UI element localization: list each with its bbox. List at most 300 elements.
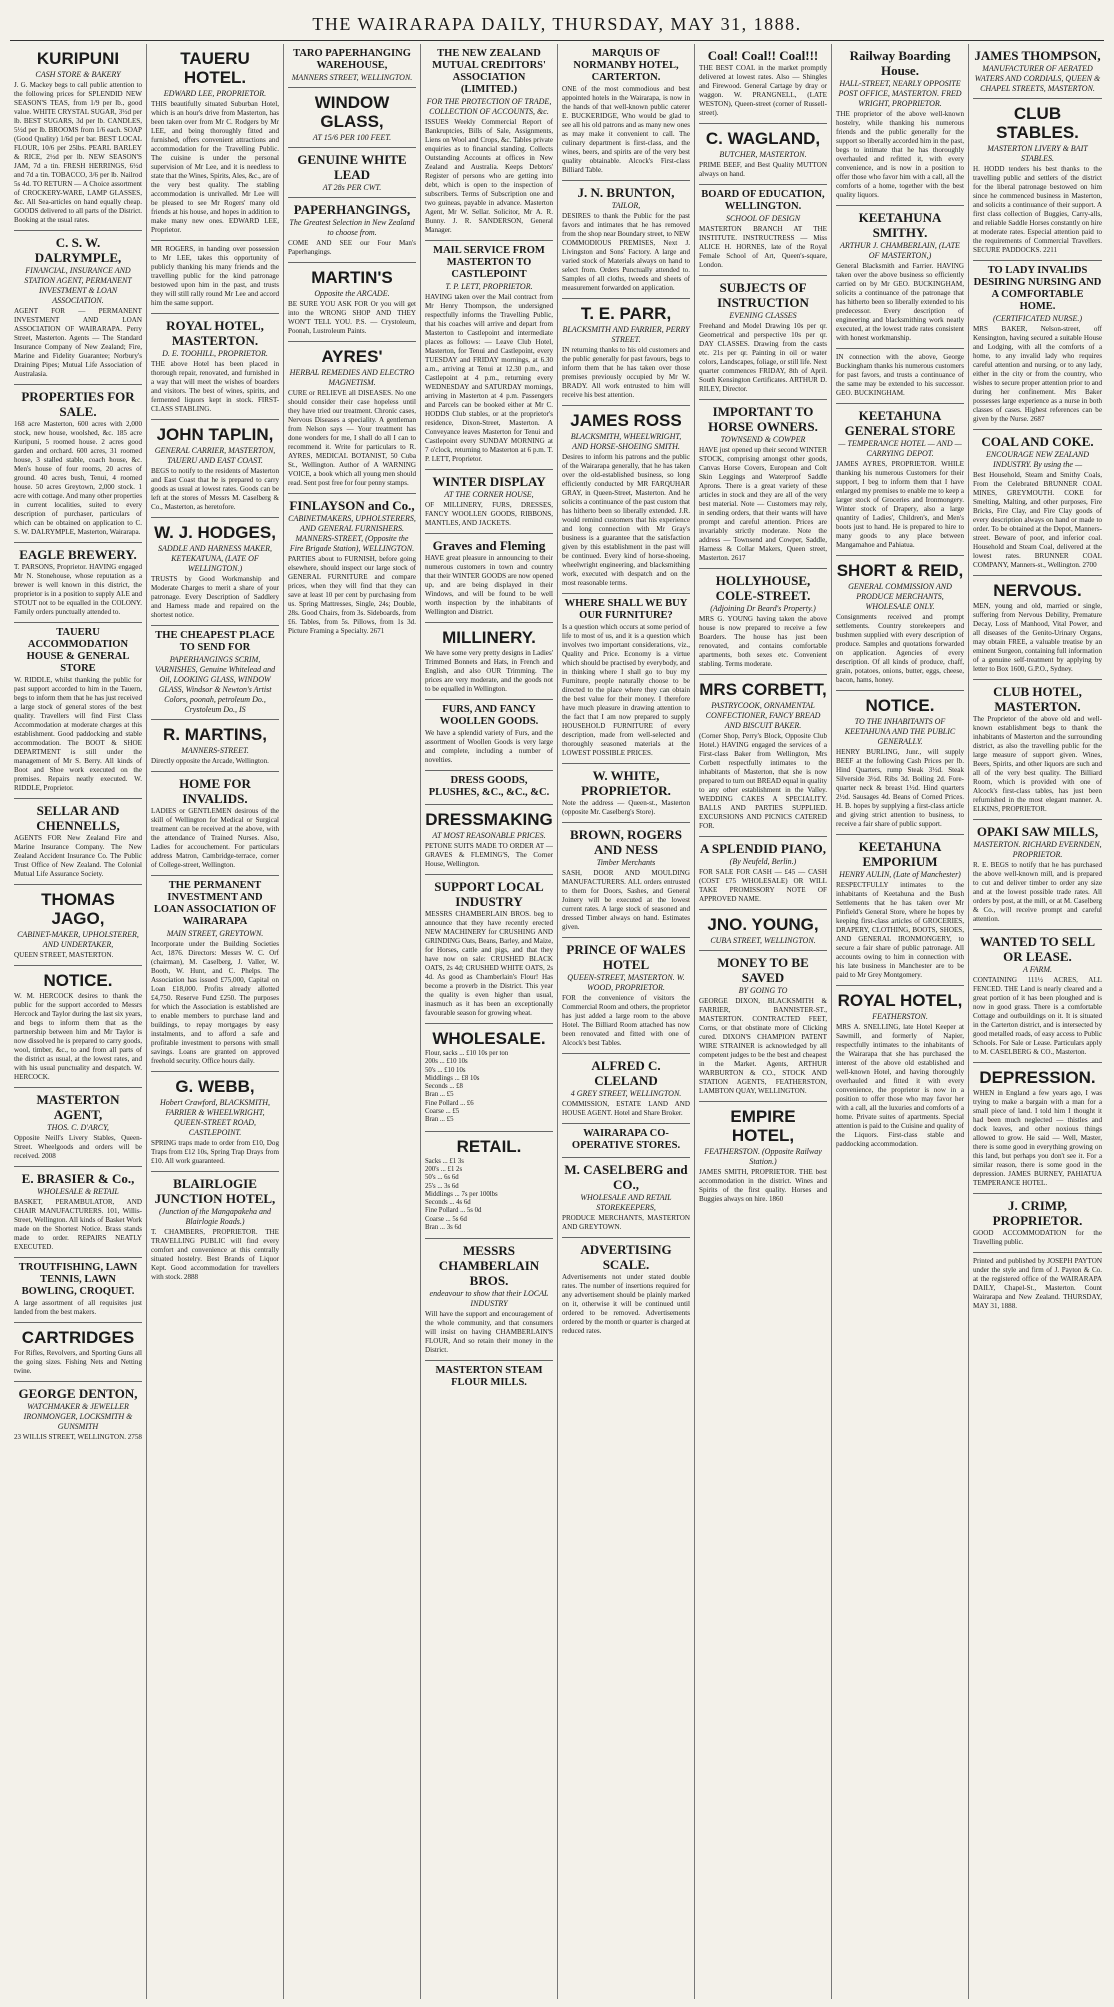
ad-subheading: (Junction of the Mangapakeha and Blairlogie Roads.) — [159, 1207, 271, 1226]
advertisement — [699, 1102, 827, 1209]
column-1 — [10, 44, 147, 1999]
masthead — [0, 10, 1114, 42]
advertisement — [836, 44, 964, 206]
ad-heading: EMPIRE HOTEL, — [730, 1107, 796, 1145]
ad-heading: Graves and Fleming — [432, 538, 546, 553]
ad-heading: THOMAS JAGO, — [41, 890, 115, 928]
ad-body: GOOD ACCOMMODATION for the Travelling public. — [973, 1229, 1102, 1246]
ad-subheading: 4 GREY STREET, WELLINGTON. — [570, 1089, 682, 1098]
advertisement — [288, 88, 416, 148]
advertisement — [288, 494, 416, 641]
advertisement — [425, 1361, 553, 1394]
ad-body: SPRING traps made to order from £10, Dog Traps from £12 10s, Spring Trap Drays from £10. All work guaranteed. — [151, 1139, 279, 1165]
ad-body: SASH, DOOR AND MOULDING MANUFACTURERS. ALL orders entrusted to them for Doors, Sashes, and General Joinery will be executed at the lowest current rates. A large stock of seasoned and dressed Timber always on hand. Estimates given. — [562, 869, 690, 931]
advertisement — [973, 576, 1102, 680]
advertisement — [836, 986, 964, 1154]
ad-body: ISSUES Weekly Commercial Report of Bankruptcies, Bills of Sale, Assignments, Liens on Wool and Crops, &c. Tables private enquiries as to financial standing. Collects Outstanding Accounts at offices in New Zealand and Australia. Keeps Debtors' Register of persons who are getting into debt, which is open to the inspection of subscribers. Terms of Subscription one and two guineas, payable in advance. Masterton Agent, Mr W. Sellar. Solicitor, Mr A. R. Bunny. J. R. SANDERSON, General Manager. — [425, 118, 553, 234]
ad-body: THIS beautifully situated Suburban Hotel, which is an hour's drive from Masterton, has been taken over from Mr C. Rodgers by Mr LEE, and being thoroughly fitted and furnished, offers convenient attractions and accommodation for the Travelling Public. The cuisine is under the personal supervision of Mr Lee, and it is needless to state that the Wines, Spirits, Ales, &c., are of the very best quality. The stabling accommodation is unrivalled. Mr Lee will be pleased to see Mr Rogers' many old friends at his house, and hopes in addition to make many new ones. EDWARD LEE, Proprietor. — [151, 100, 279, 234]
ad-heading: TO LADY INVALIDS DESIRING NURSING AND A COMFORTABLE HOME. — [973, 265, 1102, 312]
ad-body: JAMES SMITH, PROPRIETOR. THE best accommodation in the district. Wines and Spirits of the first quality. Horses and Buggies always on hire. 1860 — [699, 1168, 827, 1203]
ad-subheading: ENCOURAGE NEW ZEALAND INDUSTRY. By using the — — [985, 450, 1090, 469]
ad-subheading: AT THE CORNER HOUSE, — [444, 490, 534, 499]
ad-heading: W. J. HODGES, — [154, 523, 276, 542]
ad-heading: MRS CORBETT, — [699, 680, 827, 699]
ad-subheading: FOR THE PROTECTION OF TRADE, COLLECTION OF ACCOUNTS, &c. — [426, 97, 552, 116]
advertisement — [836, 206, 964, 349]
ad-subheading: AT MOST REASONABLE PRICES. — [432, 831, 546, 840]
ad-heading: J. CRIMP, PROPRIETOR. — [992, 1198, 1083, 1228]
ad-heading: HOLLYHOUSE, COLE-STREET. — [715, 573, 811, 603]
advertisement — [973, 261, 1102, 430]
ad-body: OF MILLINERY, FURS, DRESSES, FANCY WOOLLEN GOODS, RIBBONS, MANTLES, AND JACKETS. — [425, 501, 553, 527]
ad-heading: G. WEBB, — [175, 1077, 255, 1096]
price-list-item: 25's ... 3s 6d — [425, 1182, 459, 1190]
masthead-rule — [10, 40, 1104, 41]
ad-subheading: BLACKSMITH, WHEELWRIGHT, AND HORSE-SHOEING SMITH. — [570, 432, 682, 451]
advertisement — [699, 675, 827, 837]
advertisement — [699, 569, 827, 675]
ad-heading: MARQUIS OF NORMANBY HOTEL, CARTERTON. — [573, 48, 679, 83]
advertisement — [151, 772, 279, 876]
advertisement — [973, 680, 1102, 820]
ad-body: WHEN in England a few years ago, I was trying to make a bargain with a man for a small piece of land. I told him I thought it had been much neglected — thistles and dock leaves, and other noxious things allowed to grow. He said — Well, Master, there is some good in everything growing on this land, but perhaps you don't see it. For a similar reason, there is some good in the depression. JAMES BURNEY, PAHIATUA TEMPERANCE HOTEL. — [973, 1089, 1102, 1187]
ad-body: Best Household, Steam and Smithy Coals, From the Celebrated BRUNNER COAL MINES, GREYMOUTH. COKE for Smelting, Malting, and other purposes, Fire Bricks, Fire Clay, and Fire Clay goods of every description always on hand or made to order. To be obtained at the Depot, Manners-street. Beware of poor, and inferior coal. Household and Steam Coal, delivered at the lowest rates. BRUNNER COAL COMPANY, Manners-st., Wellington. 2700 — [973, 471, 1102, 569]
ad-heading: PRINCE OF WALES HOTEL — [566, 942, 686, 972]
ad-heading: WANTED TO SELL OR LEASE. — [979, 934, 1096, 964]
ad-heading: RETAIL. — [456, 1136, 522, 1156]
ad-heading: MASTERTON AGENT, — [36, 1092, 120, 1122]
ad-heading: PAPERHANGINGS, — [293, 202, 411, 217]
ad-subheading: A FARM. — [1022, 965, 1053, 974]
ad-body: MESSRS CHAMBERLAIN BROS. beg to announce that they have recently erected NEW MACHINERY for CRUSHING AND GRINDING Oats, Beans, Barley, and Maize, for Horses, cattle and pigs, and that they have now on sale: CRUSHED BLACK OATS, 2s 4d; CRUSHED WHITE OATS, 2s 4d. As good as Chamberlain's Flour! Has become a proverb in the District. This year the quality is even higher than usual, inasmuch as it has been an exceptionally favourable season for growing wheat. — [425, 910, 553, 1017]
ad-subheading: PASTRYCOOK, ORNAMENTAL CONFECTIONER, FANCY BREAD AND BISCUIT BAKER. — [705, 701, 821, 730]
ad-body: BASKET, PERAMBULATOR, AND CHAIR MANUFACTURERS. 101, Willis-Street, Wellington. All kinds of Basket Work made on the Shortest Notice. Brass stands made to order. REPAIRS NEATLY EXECUTED. — [14, 1198, 142, 1251]
ad-subheading: AT 15/6 PER 100 FEET. — [312, 133, 392, 142]
ad-body: HAVE just opened up their second WINTER STOCK, comprising amongst other goods, Canvas Horse Covers, European and Colt Skin Leggings and Waterproof Saddle Aprons. There is a great variety of these articles in stock and they are all of the very best material. Note — Customers may rely, in sending orders, that their wants will have prompt and careful attention. Prices are invariably strictly moderate. Note the address — Townsend and Cowper, Saddle, Harness & Collar Makers, Queen street, Masterton. 2617 — [699, 446, 827, 562]
advertisement — [14, 543, 142, 623]
ad-body: ONE of the most commodious and best appointed hotels in the Wairarapa, is now in the hands of that well-known public caterer E. BUCKERIDGE, Who would be glad to see all his old patrons and as many new ones as may make it convenient to call. The culinary department is first-class, and the wines, beers, and spirits are of the very best quality obtainable. Alcock's First-class Billiard Table. — [562, 85, 690, 174]
advertisement — [14, 1382, 142, 1447]
ad-heading: ALFRED C. CLELAND — [591, 1058, 661, 1088]
ad-subheading: SCHOOL OF DESIGN — [725, 214, 801, 223]
column-4 — [421, 44, 558, 1999]
advertisement — [151, 518, 279, 626]
advertisement — [562, 1158, 690, 1238]
ad-body: Desires to inform his patrons and the public of the Wairarapa generally, that he has taken over the old-established business, so long efficiently conducted by MR FARQUHAR GRAY, in Queen-Street, Masterton. And he solicits a continuance of the past custom that has hitherto been so liberally extended. J.R. would remind customers that his experience and long connection with Mr Gray's business is a guarantee that the satisfaction given by this establishment in the past will be continued. Every kind of horse-shoeing, wheelwright engineering, and blacksmithing work, executed with despatch and on the most reasonable terms. — [562, 453, 690, 587]
ad-subheading: CABINET-MAKER, UPHOLSTERER, AND UNDERTAKER, — [17, 930, 139, 949]
advertisement — [14, 623, 142, 799]
advertisement — [14, 385, 142, 543]
ad-heading: ROYAL HOTEL, MASTERTON. — [166, 318, 264, 348]
ad-heading: MASTERTON STEAM FLOUR MILLS. — [435, 1365, 543, 1389]
advertisement — [973, 1253, 1102, 1316]
ad-subheading: The Greatest Selection in New Zealand to choose from. — [289, 218, 415, 237]
ad-subheading: TO THE INHABITANTS OF KEETAHUNA AND THE PUBLIC GENERALLY. — [844, 717, 956, 746]
ad-heading: Coal! Coal!! Coal!!! — [707, 48, 819, 63]
advertisement — [836, 556, 964, 691]
ad-heading: C. WAGLAND, — [705, 129, 821, 148]
ad-body: Is a question which occurs at some period of life to most of us, and it is a question which involves two important considerations, viz., Quality and Price. Economy is a virtue which should be practised by everybody, and in thinking where I shall go to buy my Furniture, people naturally choose to be directed to the place where they can obtain the best value for their money. I therefore have much pleasure in drawing attention to the fact that I am now prepared to supply HOUSEHOLD FURNITURE of every description, made from well-selected and thoroughly seasoned materials at the LOWEST POSSIBLE PRICES. — [562, 623, 690, 757]
price-list-item: Flour, sacks ... £10 10s per ton — [425, 1050, 509, 1057]
ad-subheading: EDWARD LEE, PROPRIETOR. — [163, 89, 267, 98]
ad-heading: KURIPUNI — [36, 49, 120, 68]
advertisement — [562, 406, 690, 594]
ad-body: Advertisements not under stated double rates. The number of insertions required for any advertisement should be plainly marked on it, otherwise it will be continued until ordered to be removed. Advertisements ordered by the month or quarter is charged at reduced rates. — [562, 1273, 690, 1335]
ad-body: PRIME BEEF, and Best Quality MUTTON always on hand. — [699, 161, 827, 178]
ad-body: THE proprietor of the above well-known hostelry, while thanking his numerous friends and the public generally for the support so liberally accorded him in the past, begs to intimate that he has thoroughly overhauled and refitted it, with every convenience, and is now in a position to offer those who favor him with a call, all the comforts of a home, together with the best quality liquors. — [836, 110, 964, 199]
ad-heading: KEETAHUNA SMITHY. — [858, 210, 942, 240]
advertisement — [973, 99, 1102, 261]
advertisement — [425, 1239, 553, 1361]
ad-heading: TARO PAPERHANGING WAREHOUSE, — [293, 48, 411, 71]
ad-subheading: ARTHUR J. CHAMBERLAIN, (LATE OF MASTERTON,) — [840, 241, 960, 260]
advertisement — [14, 1258, 142, 1323]
advertisement — [151, 241, 279, 314]
ad-heading: BLAIRLOGIE JUNCTION HOTEL, — [154, 1176, 276, 1206]
ad-heading: M. CASELBERG and CO., — [564, 1162, 688, 1192]
ad-body: R. E. BEGS to notify that he has purchased the above well-known mill, and is prepared to cut and deliver timber to order any size and at the lowest possible trade rates. All orders by post, at the mill, or at M. Caselberg & Co., will receive prompt and careful attention. — [973, 861, 1102, 923]
ad-body: LADIES or GENTLEMEN desirous of the skill of Wellington for Medical or Surgical treatment can be received at the above, with the attendance of Trained Nurses. Also, Ladies for accouchement. For particulars address Matron, Cambridge-terrace, corner of College-street, Wellington. — [151, 807, 279, 869]
advertisement — [699, 400, 827, 569]
advertisement — [288, 342, 416, 494]
advertisement — [425, 470, 553, 534]
ad-heading: J. N. BRUNTON, — [577, 185, 675, 200]
ad-subheading: HENRY AULIN, (Late of Manchester) — [839, 870, 961, 879]
column-7 — [832, 44, 969, 1999]
advertisement — [425, 1132, 553, 1240]
ad-body: Freehand and Model Drawing 10s per qr. Geometrical and perspective 10s per qr. DAY CLASSES. Drawing from the casts etc. 21s per qr. Painting in oil or water colors, Landscapes, foliage, or still life. Next quarter commences FRIDAY, 8th of April. South Kensington Certificates. ARTHUR D. RILEY, Director. — [699, 322, 827, 393]
advertisement — [14, 44, 142, 231]
ad-heading: HOME FOR INVALIDS. — [179, 776, 251, 806]
ad-heading: T. E. PARR, — [580, 304, 672, 323]
advertisement — [836, 404, 964, 556]
ad-heading: MONEY TO BE SAVED — [717, 955, 809, 985]
ad-subheading: TAILOR, — [611, 201, 641, 210]
advertisement — [562, 938, 690, 1054]
ad-subheading: MANNERS STREET, WELLINGTON. — [291, 73, 413, 82]
ad-body: DESIRES to thank the Public for the past favors and intimates that he has removed from the shop near Boundary street, to NEW COMMODIOUS PREMISES, Next J. Livingston and Sons' Factory. A large and varied stock of Materials always on hand to select from. Orders Punctually attended to. Samples of all cloths, tweeds and sheets of measurement forwarded on application. — [562, 212, 690, 292]
advertisement — [973, 930, 1102, 1063]
ad-subheading: FEATHERSTON. (Opposite Railway Station.) — [704, 1147, 822, 1166]
price-list-item: 200's ... £1 2s — [425, 1165, 463, 1173]
ad-body: MEN, young and old, married or single, suffering from Nervous Debility, Premature Decay, Loss of Manhood, Vital Power, and all diseases of the Genito-Urinary Organs, may obtain FREE, a valuable treatise by an eminent Surgeon, containing full information of a genuine self-treatment by applying by letter to Box 1600, G.P.O., Sydney. — [973, 602, 1102, 673]
ad-heading: OPAKI SAW MILLS, — [976, 824, 1099, 839]
price-list-item: Bran ... £5 — [425, 1091, 454, 1099]
ad-subheading: FEATHERSTON. — [872, 1012, 928, 1021]
ad-body: H. HODD tenders his best thanks to the travelling public and settlers of the district for the liberal patronage bestowed on him since he commenced business in Masterton, and solicits a continuance of their support. A first class collection of Buggies, Carry-alls, and reliable Saddle Horses constantly on hire at moderate rates. Especial attention paid to the requirements of Commercial Travellers. SECURE PADDOCKS. 2211 — [973, 165, 1102, 254]
ad-body: PETONE SUITS MADE TO ORDER AT — GRAVES & FLEMING'S, The Corner House, Wellington. — [425, 842, 553, 868]
price-list-item: Bran ... £5 — [425, 1116, 454, 1124]
ad-subheading: T. P. LETT, PROPRIETOR. — [445, 282, 533, 291]
advertisement — [14, 966, 142, 1088]
ad-subheading: endeavour to show that their LOCAL INDUSTRY — [429, 1289, 549, 1309]
ad-heading: GEORGE DENTON, — [18, 1386, 138, 1401]
price-list-item: Coarse ... 5s 6d — [425, 1215, 467, 1223]
ad-subheading: (CERTIFICATED NURSE.) — [992, 314, 1083, 323]
ad-subheading: GENERAL COMMISSION AND PRODUCE MERCHANTS, WHOLESALE ONLY. — [848, 582, 952, 611]
advertisement — [562, 1054, 690, 1124]
ad-body: We have some very pretty designs in Ladies' Trimmed Bonnets and Hats, in French and English, and also OUR Trimming. The prices are very moderate, and the goods not to be equalled in Wellington. — [425, 649, 553, 693]
ad-body: CONTAINING 111½ ACRES, ALL FENCED. THE Land is nearly cleared and a great portion of it has been ploughed and is now in good grass. There is a comfortable Cottage and outbuildings on it. It is situated in the Carterton district, and is intersected by good metalled roads, of easy access to Public Schools. For Sale or Lease. Particulars apply to M. CASELBERG & CO., Masterton. — [973, 976, 1102, 1056]
ad-body: Printed and published by JOSEPH PAYTON under the style and firm of J. Payton & Co. at the registered office of the WAIRARAPA DAILY, Chapel-St., Masterton. Count Wairarapa and New Zealand. THURSDAY, MAY 31, 1888. — [973, 1257, 1102, 1310]
advertisement — [562, 299, 690, 406]
ad-subheading: (Adjoining Dr Beard's Property.) — [710, 604, 816, 613]
ad-body: W. RIDDLE, whilst thanking the public for past support accorded to him in the Tauern, begs to inform them that he has just received a large stock of general stores of the best quality. Travellers will find First Class Accommodation at moderate charges at this establishment. Good paddocking and stable accommodation. The BOOT & SHOE DEPARTMENT is still under the management of Mr S. Berry. All kinds of Boot and Shoe work executed on the premises. Repairs neatly executed. W. RIDDLE, Proprietor. — [14, 676, 142, 792]
ad-subheading: CUBA STREET, WELLINGTON. — [710, 936, 816, 945]
ad-body: MRS BAKER, Nelson-street, off Kensington, having secured a suitable House and Lodging, with all the comforts of a home, to any invalid lady who requires careful attention and nursing, or to any lady, either in the city or from the country, who wishes to secure proper attention prior to and during her confinement. Mrs Baker possesses large experience as a nurse in both classes of cases. Highest references can be given by the Nurse. 2687 — [973, 325, 1102, 423]
advertisement — [288, 198, 416, 263]
advertisement — [699, 910, 827, 951]
ad-heading: MAIL SERVICE FROM MASTERTON TO CASTLEPOINT — [433, 245, 545, 280]
ad-heading: KEETAHUNA GENERAL STORE — [844, 408, 956, 438]
ad-body: JAMES AYRES, PROPRIETOR. WHILE thanking his numerous Customers for their support, I beg to inform them that I have enlarged my premises to enable me to keep a larger stock of Groceries and Ironmongery. Winter stock of Drapery, also a large quantity of Ladies', Children's, and Men's boots just to hand. He is prepared to hire to many goods to any place between Mangamahoe and Pahiatua. — [836, 460, 964, 549]
price-list-item: 200s ... £10 10s — [425, 1058, 468, 1066]
advertisement — [699, 185, 827, 276]
price-list-item: Fine Pollard ... 5s 0d — [425, 1207, 482, 1215]
ad-body: A large assortment of all requisites just landed from the best makers. — [14, 1299, 142, 1316]
ad-heading: WINDOW GLASS, — [314, 93, 390, 131]
advertisement — [288, 44, 416, 88]
ad-subheading: BY GOING TO — [738, 986, 788, 995]
ad-body: TRUSTS by Good Workmanship and Moderate Charges to merit a share of your patronage. Every Description of Saddlery and Harness made and repaired on the shortest notice. — [151, 575, 279, 619]
column-2 — [147, 44, 284, 1999]
advertisement — [973, 430, 1102, 576]
ad-subheading: Opposite the ARCADE. — [314, 289, 390, 298]
advertisement — [699, 124, 827, 185]
ad-heading: CARTRIDGES — [21, 1328, 135, 1347]
ad-heading: ROYAL HOTEL, — [837, 991, 963, 1010]
ad-body: COME AND SEE our Four Man's Paperhangings. — [288, 239, 416, 256]
column-3 — [284, 44, 421, 1999]
ad-heading: JNO. YOUNG, — [707, 915, 819, 934]
ad-heading: FINLAYSON and Co., — [289, 498, 415, 513]
ad-heading: MILLINERY. — [442, 628, 536, 647]
ad-heading: AYRES' — [321, 347, 383, 366]
advertisement — [425, 623, 553, 700]
ad-heading: WHOLESALE. — [432, 1029, 546, 1048]
ad-heading: NERVOUS. — [993, 581, 1082, 600]
advertisement — [151, 44, 279, 241]
ad-heading: FURS, AND FANCY WOOLLEN GOODS. — [439, 704, 539, 727]
ad-heading: GENUINE WHITE LEAD — [297, 152, 407, 182]
ad-body: For Rifles, Revolvers, and Sporting Guns all the going sizes. Fishing Nets and Netting twine. — [14, 1349, 142, 1375]
ad-body: IN returning thanks to his old customers and the public generally for past favours, begs to inform them that he has taken over those premises previously occupied by Mr W. BRADY. All work entrusted to him will receive his best attention. — [562, 346, 690, 399]
ad-heading: SHORT & REID, — [836, 561, 964, 580]
ad-subheading: CASH STORE & BAKERY — [35, 70, 121, 79]
price-list-item: 50's ... 6s 6d — [425, 1174, 459, 1182]
ad-heading: R. MARTINS, — [163, 725, 267, 744]
advertisement — [14, 1167, 142, 1258]
ad-heading: KEETAHUNA EMPORIUM — [858, 839, 942, 869]
ad-subheading: WATCHMAKER & JEWELLER IRONMONGER, LOCKSMITH & GUNSMITH — [23, 1402, 133, 1431]
ad-heading: DEPRESSION. — [979, 1068, 1096, 1087]
ad-heading: NOTICE. — [43, 971, 113, 990]
ad-heading: DRESS GOODS, PLUSHES, &C., &C., &C. — [428, 775, 550, 798]
ad-heading: Railway Boarding House. — [849, 48, 951, 78]
ad-subheading: HALL-STREET, NEARLY OPPOSITE POST OFFICE, MASTERTON. FRED WRIGHT, PROPRIETOR. — [838, 79, 962, 108]
ad-heading: MESSRS CHAMBERLAIN BROS. — [438, 1243, 540, 1289]
advertisement — [425, 534, 553, 623]
price-list-item: Fine Pollard ... £6 — [425, 1099, 474, 1107]
advertisement — [425, 44, 553, 241]
ad-body: THE BEST COAL in the market promptly delivered at lowest rates. Also — Shingles and Firewood. General Cartage by dray or waggon. W. PRANGNELL, (LATE WESTON), Queen-street (corner of Russell-street). — [699, 64, 827, 117]
ad-heading: THE CHEAPEST PLACE TO SEND FOR — [155, 630, 275, 653]
ad-subheading: MAIN STREET, GREYTOWN. — [166, 929, 264, 938]
ad-body: HAVE great pleasure in announcing to their numerous customers in town and country that their WINTER GOODS are now opened up, and are being displayed in their Windows, and will be found to be well worth inspection by the inhabitants of Wellington and District. — [425, 554, 553, 616]
advertisement — [836, 349, 964, 404]
ad-body: MRS A. SNELLING, late Hotel Keeper at Sawmill, and formerly of Napier, respectfully intimates to the inhabitants of the Wairarapa that she has purchased the interest of the above old established and well-known Hotel, and having thoroughly overhauled and fitted it with every convenience, the proprietor is now in a position to offer those who may favor her with a call, all the luxuries and comforts of a home. Private suites of apartments. Special attention is paid to the Cuisine and quality of the Liquors. First-class stable and paddocking accommodation. — [836, 1023, 964, 1148]
advertisement — [14, 231, 142, 385]
ad-heading: JAMES ROSS — [570, 411, 682, 430]
advertisement — [562, 764, 690, 823]
ad-body: Opposite Neill's Livery Stables, Queen-Street. Wheelgoods and orders will be received. 2008 — [14, 1134, 142, 1160]
ad-body: MR ROGERS, in handing over possession to Mr LEE, takes this opportunity of publicly thanking his many friends and the travelling public for the kind patronage bestowed upon him in the past, and trusts they will still rally round Mr Lee and accord him the same support. — [151, 245, 279, 307]
ad-subheading: MANUFACTURER OF AERATED WATERS AND CORDIALS, QUEEN & CHAPEL STREETS, MASTERTON. — [974, 64, 1101, 93]
ad-heading: THE PERMANENT INVESTMENT AND LOAN ASSOCIATION OF WAIRARAPA — [153, 880, 277, 927]
advertisement — [425, 241, 553, 470]
price-list-item: Middlings ... £8 10s — [425, 1074, 480, 1082]
advertisement — [973, 1063, 1102, 1194]
advertisement — [14, 1323, 142, 1382]
column-5 — [558, 44, 695, 1999]
ad-heading: WHERE SHALL WE BUY OUR FURNITURE? — [564, 598, 688, 621]
ad-body: AGENTS FOR New Zealand Fire and Marine Insurance Company. The New Zealand Accident Insurance Co. The Public Trust Office of New Zealand. The Colonial Mutual Life Assurance Society. — [14, 834, 142, 878]
ad-subheading: PAPERHANGINGS SCRIM, VARNISHES, Genuine Whitelead and Oil, LOOKING GLASS, WINDOW GLASS, Windsor & Newton's Artist Colors, poonah, petroleum Do., Crystoleum Do., IS — [154, 655, 276, 714]
ad-subheading: WHOLESALE & RETAIL — [37, 1187, 119, 1196]
advertisement — [562, 823, 690, 938]
advertisement — [425, 805, 553, 875]
ad-heading: PROPERTIES FOR SALE. — [21, 389, 135, 419]
ad-heading: WAIRARAPA CO-OPERATIVE STORES. — [571, 1128, 681, 1151]
ad-body: CURE or RELIEVE all DISEASES. No one should consider their case hopeless until they have tried our treatment. Chronic cases, Nervous Diseases a speciality. A gentleman from Nelson says — Your treatment has done wonders for me, I shall do all I can to recommend it. Write for particulars to R. AYRES, MEDICAL BOTANIST, 50 Cuba St., Wellington. Author of A WARNING VOICE, a book which all young men should read. Sent post free for four penny stamps. — [288, 389, 416, 487]
columns-container — [10, 44, 1106, 1999]
ad-body: Consignments received and prompt settlements. Country storekeepers and bushmen supplied with every description of produce. Samples and quotations forwarded on application. Agencies of every description. Of all kinds of produce, chaff, grain, potatoes, onions, butter, eggs, cheese, bacon, hams, honey. — [836, 613, 964, 684]
ad-body: T. CHAMBERS, PROPRIETOR. THE TRAVELLING PUBLIC will find every comfort and convenience at this centrally situated hostelry. Best Brands of Liquor Kept. Good accommodation for travellers with stock. 2888 — [151, 1228, 279, 1281]
ad-subheading: THOS. C. D'ARCY, — [47, 1123, 109, 1132]
advertisement — [973, 44, 1102, 99]
price-list-item: Seconds ... 4s 6d — [425, 1199, 471, 1207]
ad-body: QUEEN STREET, MASTERTON. — [14, 951, 114, 959]
ad-subheading: WHOLESALE AND RETAIL STOREKEEPERS, — [580, 1193, 672, 1212]
ad-body: Note the address — Queen-st., Masterton (opposite Mr. Caselberg's Store). — [562, 799, 690, 816]
ad-body: AGENT FOR — PERMANENT INVESTMENT AND LOAN ASSOCIATION OF WAIRARAPA. Perry Street, Masterton. Agents — The Standard Insurance Company of New Zealand; Fire, Marine and Fidelity Guarantee; Norbury's Draining Pipes; Mutual Life Association of Australasia. — [14, 307, 142, 378]
advertisement — [151, 876, 279, 1072]
ad-heading: IMPORTANT TO HORSE OWNERS. — [708, 404, 818, 434]
ad-subheading: HERBAL REMEDIES AND ELECTRO MAGNETISM. — [289, 368, 415, 387]
ad-body: GEORGE DIXON, BLACKSMITH & FARRIER, BANNISTER-ST., MASTERTON. CONTRACTED FEET, Corns, or that obstinate more of Clicking cured. DIXON'S CHAMPION PATENT WIRE STRAINER is acknowledged by all competent judges to be the best and cheapest in the Market. Agents, ARTHUR WARBURTON & CO., STOCK AND STATION AGENTS, FEATHERSTON, LAMBTON QUAY, WELLINGTON. — [699, 997, 827, 1095]
ad-body: We have a splendid variety of Furs, and the assortment of Woollen Goods is very large and complete, including a number of novelties. — [425, 729, 553, 764]
ad-subheading: Hobert Crawford, BLACKSMITH, FARRIER & WHEELWRIGHT, QUEEN-STREET ROAD, CASTLEPOINT. — [160, 1098, 270, 1137]
ad-body: W. M. HERCOCK desires to thank the public for the support accorded to Messrs Hercock and Taylor during the last six years, and begs to inform them that as the partnership between him and Mr Taylor is now dissolved he is prepared to carry goods, wool, timber, &c., to and from all parts of the district as usual, at the lowest rates, and with his usual punctuality and despatch. W. HERCOCK. — [14, 992, 142, 1081]
advertisement — [425, 700, 553, 771]
ad-heading: NOTICE. — [865, 696, 935, 715]
ad-body: PARTIES about to FURNISH, before going elsewhere, should inspect our large stock of GENERAL FURNITURE and compare prices, when they will find that they can save at least 10 per cent by purchasing from us. Spring Mattresses, Single, 24s; Double, 28s. Good Chairs, from 3s. Sideboards, from £6. Tables, from 5s. Pillows, from 1s 3d. Picture Framing a Specialty. 2671 — [288, 555, 416, 635]
ad-subheading: CABINETMAKERS, UPHOLSTERERS, AND GENERAL FURNISHERS. MANNERS-STREET, (Opposite the Fire Brigade Station), WELLINGTON. — [288, 514, 416, 553]
ad-body: Incorporate under the Building Societies Act, 1876. Directors: Messrs W. C. Orf (chairman), M. Caselberg, J. Valler, W. Booth, W. Hunt, and C. Phelps. The Association has issued £75,000, Capital on Loan £18,000. Profits already allotted £4,750. Reserve Fund £250. The purposes for which the Association is established are to enable members to purchase land and buildings, to repay mortgages by easy instalments, and to afford a safe and profitable investment to persons with small savings. Loans are granted on approved freehold security. Office hours daily. — [151, 940, 279, 1065]
ad-heading: TAUERU ACCOMMODATION HOUSE & GENERAL STORE — [26, 627, 130, 674]
ad-heading: DRESSMAKING — [425, 810, 553, 829]
advertisement — [836, 835, 964, 986]
advertisement — [562, 44, 690, 181]
ad-subheading: — TEMPERANCE HOTEL — AND — CARRYING DEPOT. — [838, 439, 962, 458]
advertisement — [562, 181, 690, 299]
advertisement — [425, 1024, 553, 1132]
ad-subheading: D. E. TOOHILL, PROPRIETOR. — [162, 349, 268, 358]
ad-body: 168 acre Masterton, 600 acres with 2,000 stock, new house, woolshed, &c. 185 acre Kuripuni, 5 roomed house. 2 acres good garden and orchard. 600 acres, 31 roomed house, 3 stalled stable, coach house, &c. Men's house of four rooms, 20 acres of ground. 40 acres bush, Tenui, 4 roomed house. 50 acres Greytown, 2,000 stock. 1 acre with cottage. And many other properties in current localities, suited to every description of purchaser, particulars of which can be obtained on application to C. S. W. DALRYMPLE, Masterton, Wairarapa. — [14, 420, 142, 536]
ad-heading: JAMES THOMPSON, — [974, 48, 1101, 63]
ad-body: Directly opposite the Arcade, Wellington. — [151, 757, 269, 765]
ad-heading: SELLAR AND CHENNELLS, — [36, 803, 120, 833]
advertisement — [288, 263, 416, 342]
ad-heading: W. WHITE, PROPRIETOR. — [581, 768, 671, 798]
price-list-item: Sacks ... £1 3s — [425, 1157, 464, 1165]
advertisement — [562, 594, 690, 764]
price-list-item: Coarse ... £5 — [425, 1108, 460, 1116]
ad-body: COMMISSION, ESTATE LAND AND HOUSE AGENT. Hotel and Share Broker. — [562, 1100, 690, 1117]
advertisement — [151, 720, 279, 772]
ad-heading: C. S. W. DALRYMPLE, — [34, 235, 122, 265]
ad-subheading: SADDLE AND HARNESS MAKER, KETEKATUNA, (LATE OF WELLINGTON.) — [157, 544, 273, 573]
ad-heading: SUBJECTS OF INSTRUCTION — [717, 280, 809, 310]
ad-subheading: MASTERTON. RICHARD EVERNDEN, PROPRIETOR. — [973, 840, 1102, 859]
advertisement — [288, 148, 416, 198]
masthead-title: THE WAIRARAPA DAILY, THURSDAY, MAY 31, 1888. — [312, 14, 802, 34]
advertisement — [699, 837, 827, 910]
ad-subheading: AT 28s PER CWT. — [322, 183, 382, 192]
price-list-item: Bran ... 3s 6d — [425, 1224, 462, 1232]
advertisement — [14, 799, 142, 885]
ad-body: MASTERTON BRANCH AT THE INSTITUTE. INSTRUCTRESS — Miss ALICE H. HORNES, late of the Royal Female School of Art, Queen's-square, London. — [699, 225, 827, 269]
ad-subheading: Timber Merchants — [596, 858, 656, 867]
ad-body: BEGS to notify to the residents of Masterton and East Coast that he is prepared to carry goods as usual at lowest rates. Goods can be left at the stores of Messrs M. Caselberg & Co., Masterton, as heretofore. — [151, 467, 279, 511]
advertisement — [14, 1088, 142, 1167]
ad-subheading: QUEEN-STREET, MASTERTON. W. WOOD, PROPRIETOR. — [567, 973, 685, 992]
ad-subheading: MASTERTON LIVERY & BAIT STABLES. — [987, 144, 1088, 163]
advertisement — [562, 1124, 690, 1158]
ad-body: HENRY BURLING, Junr., will supply BEEF at the following Cash Prices per lb. Hind Quarters, rump Steak 3½d. Steak Silverside 3½d. Ribs 3d. Boiling 2d. Fore-quarter neck & breast 1½d. Hind quarters 2½d. Sausages 4d. Beans of Corned Prices. H. B. hopes by supplying a first-class article and giving strict attention to business, to receive a fair share of public support. — [836, 748, 964, 828]
advertisement — [699, 951, 827, 1102]
advertisement — [425, 771, 553, 805]
advertisement — [151, 420, 279, 518]
ad-heading: BROWN, ROGERS AND NESS — [570, 827, 682, 857]
column-6 — [695, 44, 832, 1999]
ad-subheading: GENERAL CARRIER, MASTERTON, TAUERU AND EAST COAST. — [154, 446, 276, 465]
ad-heading: SUPPORT LOCAL INDUSTRY — [434, 879, 544, 909]
ad-heading: JOHN TAPLIN, — [156, 425, 274, 444]
ad-body: 23 WILLIS STREET, WELLINGTON. 2758 — [14, 1433, 142, 1441]
ad-body: IN connection with the above, George Buckingham thanks his numerous customers for past favors, and trusts a continuance of the same may be extended to his successor. GEO. BUCKINGHAM. — [836, 353, 964, 397]
price-list-item: Middlings ... 7s per 100lbs — [425, 1190, 498, 1198]
ad-heading: EAGLE BREWERY. — [19, 547, 137, 562]
advertisement — [836, 691, 964, 835]
ad-subheading: EVENING CLASSES — [729, 311, 797, 320]
price-list — [425, 1050, 553, 1125]
ad-body: FOR SALE FOR CASH — £45 — CASH (COST £75 WHOLESALE) OR WILL TAKE PROMISSORY NOTE OF APPROVED NAME. — [699, 868, 827, 903]
ad-body: PRODUCE MERCHANTS, MASTERTON AND GREYTOWN. — [562, 1214, 690, 1231]
advertisement — [973, 820, 1102, 930]
ad-heading: TROUTFISHING, LAWN TENNIS, LAWN BOWLING, CROQUET. — [18, 1262, 138, 1297]
ad-body: THE above Hotel has been placed in thorough repair, renovated, and furnished in a way that will meet the wishes of boarders and visitors. The best of wines, spirits, and fermented liquors kept in stock. FIRST-CLASS STABLING. — [151, 360, 279, 413]
ad-heading: CLUB STABLES. — [996, 104, 1079, 142]
advertisement — [699, 44, 827, 124]
ad-heading: ADVERTISING SCALE. — [580, 1242, 672, 1272]
ad-body: FOR the convenience of visitors the Commercial Room and others, the proprietor has just added a large room to the above Hotel. The Billiard Room attached has now been renovated and fitted with one of Alcock's best Tables. — [562, 994, 690, 1047]
advertisement — [151, 1172, 279, 1287]
advertisement — [151, 314, 279, 420]
ad-body: General Blacksmith and Farrier. HAVING taken over the above business so efficiently carried on by Mr GEO. BUCKINGHAM, solicits a continuance of the patronage that has hitherto been so liberally extended to his predecessor. Every description of engineering and blacksmithing work neatly executed, at the lowest trade rates consistent with honest workmanship. — [836, 262, 964, 342]
ad-subheading: (By Neufeld, Berlin.) — [729, 857, 797, 866]
price-list-item: 50's ... £10 10s — [425, 1066, 466, 1074]
